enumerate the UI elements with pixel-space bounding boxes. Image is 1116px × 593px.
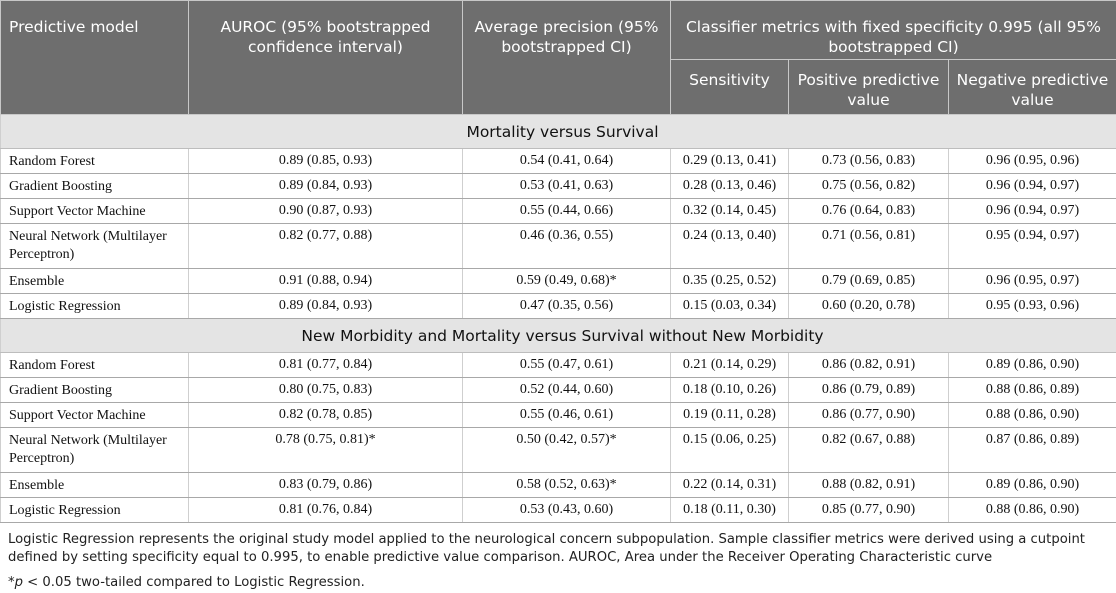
model-cell: Support Vector Machine xyxy=(1,199,189,224)
table-row xyxy=(1,353,1116,378)
header-predictive-model: Predictive model xyxy=(1,1,189,115)
header-auroc: AUROC (95% bootstrapped confidence interval) xyxy=(189,1,463,115)
auroc-cell: 0.81 (0.77, 0.84) xyxy=(189,353,463,378)
ppv-cell: 0.88 (0.82, 0.91) xyxy=(789,473,949,498)
table-row xyxy=(1,149,1116,174)
header-average-precision: Average precision (95% bootstrapped CI) xyxy=(463,1,671,115)
auroc-cell: 0.82 (0.78, 0.85) xyxy=(189,403,463,428)
npv-cell: 0.95 (0.93, 0.96) xyxy=(949,294,1116,319)
table-row xyxy=(1,378,1116,403)
model-cell: Logistic Regression xyxy=(1,294,189,319)
auroc-cell: 0.82 (0.77, 0.88) xyxy=(189,224,463,269)
npv-cell: 0.88 (0.86, 0.90) xyxy=(949,403,1116,428)
section-title: Mortality versus Survival xyxy=(1,115,1116,149)
ap-cell: 0.55 (0.44, 0.66) xyxy=(463,199,671,224)
ppv-cell: 0.79 (0.69, 0.85) xyxy=(789,269,949,294)
auroc-cell: 0.78 (0.75, 0.81)* xyxy=(189,428,463,473)
auroc-cell: 0.83 (0.79, 0.86) xyxy=(189,473,463,498)
ppv-cell: 0.86 (0.82, 0.91) xyxy=(789,353,949,378)
sensitivity-cell: 0.32 (0.14, 0.45) xyxy=(671,199,789,224)
model-cell: Ensemble xyxy=(1,269,189,294)
p-symbol: p xyxy=(14,575,23,590)
ap-cell: 0.59 (0.49, 0.68)* xyxy=(463,269,671,294)
ap-cell: 0.52 (0.44, 0.60) xyxy=(463,378,671,403)
npv-cell: 0.89 (0.86, 0.90) xyxy=(949,473,1116,498)
table-row xyxy=(1,269,1116,294)
npv-cell: 0.96 (0.95, 0.96) xyxy=(949,149,1116,174)
header-sensitivity: Sensitivity xyxy=(671,60,789,115)
sensitivity-cell: 0.24 (0.13, 0.40) xyxy=(671,224,789,269)
auroc-cell: 0.80 (0.75, 0.83) xyxy=(189,378,463,403)
sensitivity-cell: 0.18 (0.11, 0.30) xyxy=(671,498,789,523)
auroc-cell: 0.91 (0.88, 0.94) xyxy=(189,269,463,294)
ap-cell: 0.55 (0.46, 0.61) xyxy=(463,403,671,428)
ap-cell: 0.58 (0.52, 0.63)* xyxy=(463,473,671,498)
ppv-cell: 0.76 (0.64, 0.83) xyxy=(789,199,949,224)
section-row xyxy=(1,319,1116,353)
model-cell: Neural Network (Multilayer Perceptron) xyxy=(1,224,189,269)
significance-footnote xyxy=(8,574,1112,592)
model-cell: Ensemble xyxy=(1,473,189,498)
sensitivity-cell: 0.22 (0.14, 0.31) xyxy=(671,473,789,498)
ap-cell: 0.47 (0.35, 0.56) xyxy=(463,294,671,319)
section-title: New Morbidity and Mortality versus Survival without New Morbidity xyxy=(1,319,1116,353)
significance-symbol: * xyxy=(8,575,15,590)
table-row xyxy=(1,428,1116,473)
sensitivity-cell: 0.21 (0.14, 0.29) xyxy=(671,353,789,378)
sensitivity-cell: 0.15 (0.06, 0.25) xyxy=(671,428,789,473)
header-ppv: Positive predictive value xyxy=(789,60,949,115)
model-cell: Random Forest xyxy=(1,149,189,174)
model-cell: Logistic Regression xyxy=(1,498,189,523)
ap-cell: 0.55 (0.47, 0.61) xyxy=(463,353,671,378)
auroc-cell: 0.81 (0.76, 0.84) xyxy=(189,498,463,523)
model-cell: Neural Network (Multilayer Perceptron) xyxy=(1,428,189,473)
table-row xyxy=(1,294,1116,319)
ap-cell: 0.54 (0.41, 0.64) xyxy=(463,149,671,174)
npv-cell: 0.88 (0.86, 0.90) xyxy=(949,498,1116,523)
sensitivity-cell: 0.28 (0.13, 0.46) xyxy=(671,174,789,199)
sensitivity-cell: 0.29 (0.13, 0.41) xyxy=(671,149,789,174)
significance-text: < 0.05 two-tailed compared to Logistic Regression. xyxy=(22,575,365,590)
table-row xyxy=(1,498,1116,523)
ppv-cell: 0.71 (0.56, 0.81) xyxy=(789,224,949,269)
model-cell: Support Vector Machine xyxy=(1,403,189,428)
table-row xyxy=(1,174,1116,199)
ppv-cell: 0.60 (0.20, 0.78) xyxy=(789,294,949,319)
model-cell: Gradient Boosting xyxy=(1,174,189,199)
table-footnote: Logistic Regression represents the original study model applied to the neurological concern subpopulation. Sample classifier metrics were derived using a cutpoint defined by setting specificity equal to 0.995, to enable predictive value comparison. AUROC, Area under the Receiver Operating Characteristic curve xyxy=(8,532,1085,565)
npv-cell: 0.89 (0.86, 0.90) xyxy=(949,353,1116,378)
table-header xyxy=(1,1,1116,115)
sensitivity-cell: 0.18 (0.10, 0.26) xyxy=(671,378,789,403)
table-row xyxy=(1,224,1116,269)
sensitivity-cell: 0.35 (0.25, 0.52) xyxy=(671,269,789,294)
ap-cell: 0.50 (0.42, 0.57)* xyxy=(463,428,671,473)
npv-cell: 0.96 (0.95, 0.97) xyxy=(949,269,1116,294)
model-cell: Random Forest xyxy=(1,353,189,378)
npv-cell: 0.87 (0.86, 0.89) xyxy=(949,428,1116,473)
ap-cell: 0.46 (0.36, 0.55) xyxy=(463,224,671,269)
ap-cell: 0.53 (0.41, 0.63) xyxy=(463,174,671,199)
ap-cell: 0.53 (0.43, 0.60) xyxy=(463,498,671,523)
table-row xyxy=(1,473,1116,498)
table-row xyxy=(1,199,1116,224)
table-body xyxy=(1,115,1116,523)
npv-cell: 0.88 (0.86, 0.89) xyxy=(949,378,1116,403)
ppv-cell: 0.75 (0.56, 0.82) xyxy=(789,174,949,199)
sensitivity-cell: 0.15 (0.03, 0.34) xyxy=(671,294,789,319)
header-npv: Negative predictive value xyxy=(949,60,1116,115)
npv-cell: 0.96 (0.94, 0.97) xyxy=(949,199,1116,224)
table-row xyxy=(1,403,1116,428)
auroc-cell: 0.90 (0.87, 0.93) xyxy=(189,199,463,224)
npv-cell: 0.96 (0.94, 0.97) xyxy=(949,174,1116,199)
auroc-cell: 0.89 (0.84, 0.93) xyxy=(189,294,463,319)
ppv-cell: 0.86 (0.79, 0.89) xyxy=(789,378,949,403)
section-row xyxy=(1,115,1116,149)
ppv-cell: 0.85 (0.77, 0.90) xyxy=(789,498,949,523)
auroc-cell: 0.89 (0.85, 0.93) xyxy=(189,149,463,174)
header-classifier-metrics: Classifier metrics with fixed specificity 0.995 (all 95% bootstrapped CI) xyxy=(671,1,1116,60)
auroc-cell: 0.89 (0.84, 0.93) xyxy=(189,174,463,199)
ppv-cell: 0.86 (0.77, 0.90) xyxy=(789,403,949,428)
ppv-cell: 0.73 (0.56, 0.83) xyxy=(789,149,949,174)
npv-cell: 0.95 (0.94, 0.97) xyxy=(949,224,1116,269)
ppv-cell: 0.82 (0.67, 0.88) xyxy=(789,428,949,473)
model-cell: Gradient Boosting xyxy=(1,378,189,403)
sensitivity-cell: 0.19 (0.11, 0.28) xyxy=(671,403,789,428)
